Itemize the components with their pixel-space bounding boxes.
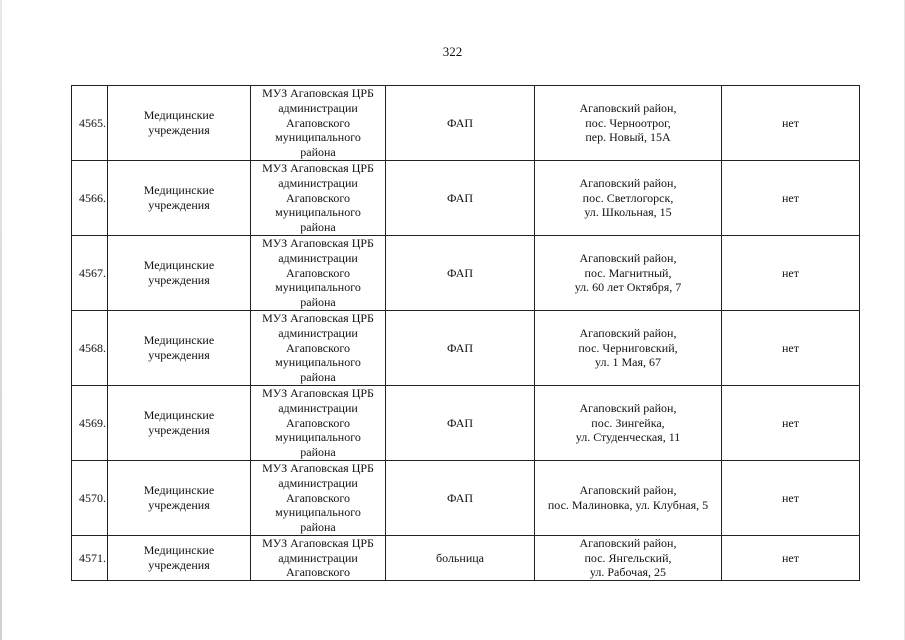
organization-line: Агаповского [286,190,350,205]
organization-line: района [300,520,336,535]
record-number-cell [72,461,108,536]
address-cell [535,311,722,386]
flag-value: нет [782,490,799,505]
organization-line: МУЗ Агаповская ЦРБ [262,161,374,176]
institution-type-cell [108,161,251,236]
institution-type-line: Медицинские [143,408,215,423]
record-number: 4567. [79,265,106,280]
record-number: 4566. [79,190,106,205]
institution-type-cell [108,236,251,311]
organization-line: муниципального [275,205,361,220]
organization-line: района [300,370,336,385]
address-line: пос. Зингейка, [591,415,665,430]
address-cell [535,161,722,236]
institution-type-line: учреждения [148,558,210,573]
address-line: пос. Малиновка, ул. Клубная, 5 [547,498,709,512]
organization-line: района [300,295,336,310]
institution-type-cell [108,311,251,386]
flag-cell [722,86,860,161]
record-number-cell [72,386,108,461]
organization-line: муниципального [275,505,361,520]
record-number: 4571. [79,550,106,565]
record-number: 4568. [79,340,106,355]
address-cell [535,386,722,461]
address-line: ул. Студенческая, 11 [575,430,681,445]
flag-value: нет [782,190,799,205]
organization-line: администрации [278,250,358,265]
address-line: ул. Школьная, 15 [584,205,672,220]
address-line: ул. 1 Мая, 67 [595,355,661,370]
flag-cell [722,161,860,236]
organization-line: муниципального [275,355,361,370]
address-line: ул. Рабочая, 25 [589,565,667,580]
organization-line: Агаповского [286,340,350,355]
record-number: 4570. [79,490,106,505]
organization-cell [251,311,386,386]
address-cell [535,536,722,581]
flag-cell [722,311,860,386]
organization-line: муниципального [275,280,361,295]
flag-cell [722,386,860,461]
facility-kind: ФАП [446,265,474,280]
institution-type-cell [108,461,251,536]
flag-value: нет [782,550,799,565]
organization-line: МУЗ Агаповская ЦРБ [262,386,374,401]
institution-type-line: Медицинские [143,543,215,558]
address-cell [535,236,722,311]
organization-line: администрации [278,175,358,190]
organization-line: МУЗ Агаповская ЦРБ [262,311,374,326]
page-left-edge [0,0,2,640]
organization-line: муниципального [275,430,361,445]
flag-value: нет [782,265,799,280]
organization-line: Агаповского [286,565,350,580]
institution-type-cell [108,86,251,161]
address-line: пос. Светлогорск, [582,190,674,205]
organization-line: Агаповского [286,415,350,430]
organization-line: администрации [278,100,358,115]
record-number: 4569. [79,415,106,430]
page-number: 322 [442,44,463,59]
organization-line: Агаповского [286,490,350,505]
organization-line: района [300,445,336,460]
facility-kind-cell [386,311,535,386]
organization-line: МУЗ Агаповская ЦРБ [262,461,374,476]
table-row [72,536,860,581]
flag-value: нет [782,415,799,430]
address-line: Агаповский район, [579,536,677,550]
facility-kind-cell [386,86,535,161]
institution-type-line: учреждения [148,198,210,212]
facility-kind-cell [386,461,535,536]
table-row [72,86,860,161]
table-row [72,311,860,386]
address-line: пос. Янгельский, [584,550,672,565]
institution-type-line: Медицинские [143,183,215,198]
institution-type-line: учреждения [148,423,210,437]
registry-table [71,85,860,581]
institution-type-line: учреждения [148,273,210,287]
address-line: Агаповский район, [579,250,677,265]
organization-line: Агаповского [286,115,350,130]
flag-value: нет [782,115,799,130]
registry-table-body [72,86,860,581]
record-number: 4565. [79,115,106,130]
institution-type-line: учреждения [148,498,210,512]
institution-type-cell [108,536,251,581]
address-line: Агаповский район, [579,100,677,115]
organization-cell [251,536,386,581]
institution-type-line: учреждения [148,123,210,137]
institution-type-line: Медицинские [143,333,215,348]
record-number-cell [72,236,108,311]
address-line: Агаповский район, [579,483,677,498]
table-row [72,161,860,236]
address-line: пер. Новый, 15А [585,130,671,145]
flag-cell [722,536,860,581]
organization-cell [251,236,386,311]
record-number-cell [72,86,108,161]
organization-line: муниципального [275,130,361,145]
address-cell [535,461,722,536]
institution-type-line: учреждения [148,348,210,362]
institution-type-line: Медицинские [143,108,215,123]
record-number-cell [72,161,108,236]
organization-line: МУЗ Агаповская ЦРБ [262,236,374,251]
organization-line: Агаповского [286,265,350,280]
organization-cell [251,86,386,161]
address-cell [535,86,722,161]
record-number-cell [72,536,108,581]
flag-value: нет [782,340,799,355]
flag-cell [722,461,860,536]
address-line: пос. Магнитный, [584,265,672,280]
address-line: пос. Черноотрог, [585,115,671,130]
institution-type-cell [108,386,251,461]
facility-kind: ФАП [446,340,474,355]
institution-type-line: Медицинские [143,483,215,498]
organization-line: администрации [278,325,358,340]
facility-kind-cell [386,161,535,236]
organization-cell [251,461,386,536]
organization-line: МУЗ Агаповская ЦРБ [262,536,374,550]
address-line: Агаповский район, [579,325,677,340]
organization-line: администрации [278,475,358,490]
flag-cell [722,236,860,311]
organization-line: МУЗ Агаповская ЦРБ [262,86,374,101]
address-line: ул. 60 лет Октября, 7 [574,280,682,295]
facility-kind: больница [436,550,484,565]
address-line: Агаповский район, [579,175,677,190]
organization-line: района [300,220,336,235]
facility-kind-cell [386,536,535,581]
facility-kind: ФАП [446,115,474,130]
address-line: пос. Черниговский, [578,340,678,355]
facility-kind-cell [386,386,535,461]
table-row [72,386,860,461]
address-line: Агаповский район, [579,400,677,415]
table-row [72,236,860,311]
table-row [72,461,860,536]
facility-kind: ФАП [446,415,474,430]
organization-line: администрации [278,400,358,415]
institution-type-line: Медицинские [143,258,215,273]
organization-line: администрации [278,550,358,565]
facility-kind: ФАП [446,490,474,505]
record-number-cell [72,311,108,386]
organization-cell [251,386,386,461]
facility-kind: ФАП [446,190,474,205]
facility-kind-cell [386,236,535,311]
organization-line: района [300,145,336,160]
organization-cell [251,161,386,236]
